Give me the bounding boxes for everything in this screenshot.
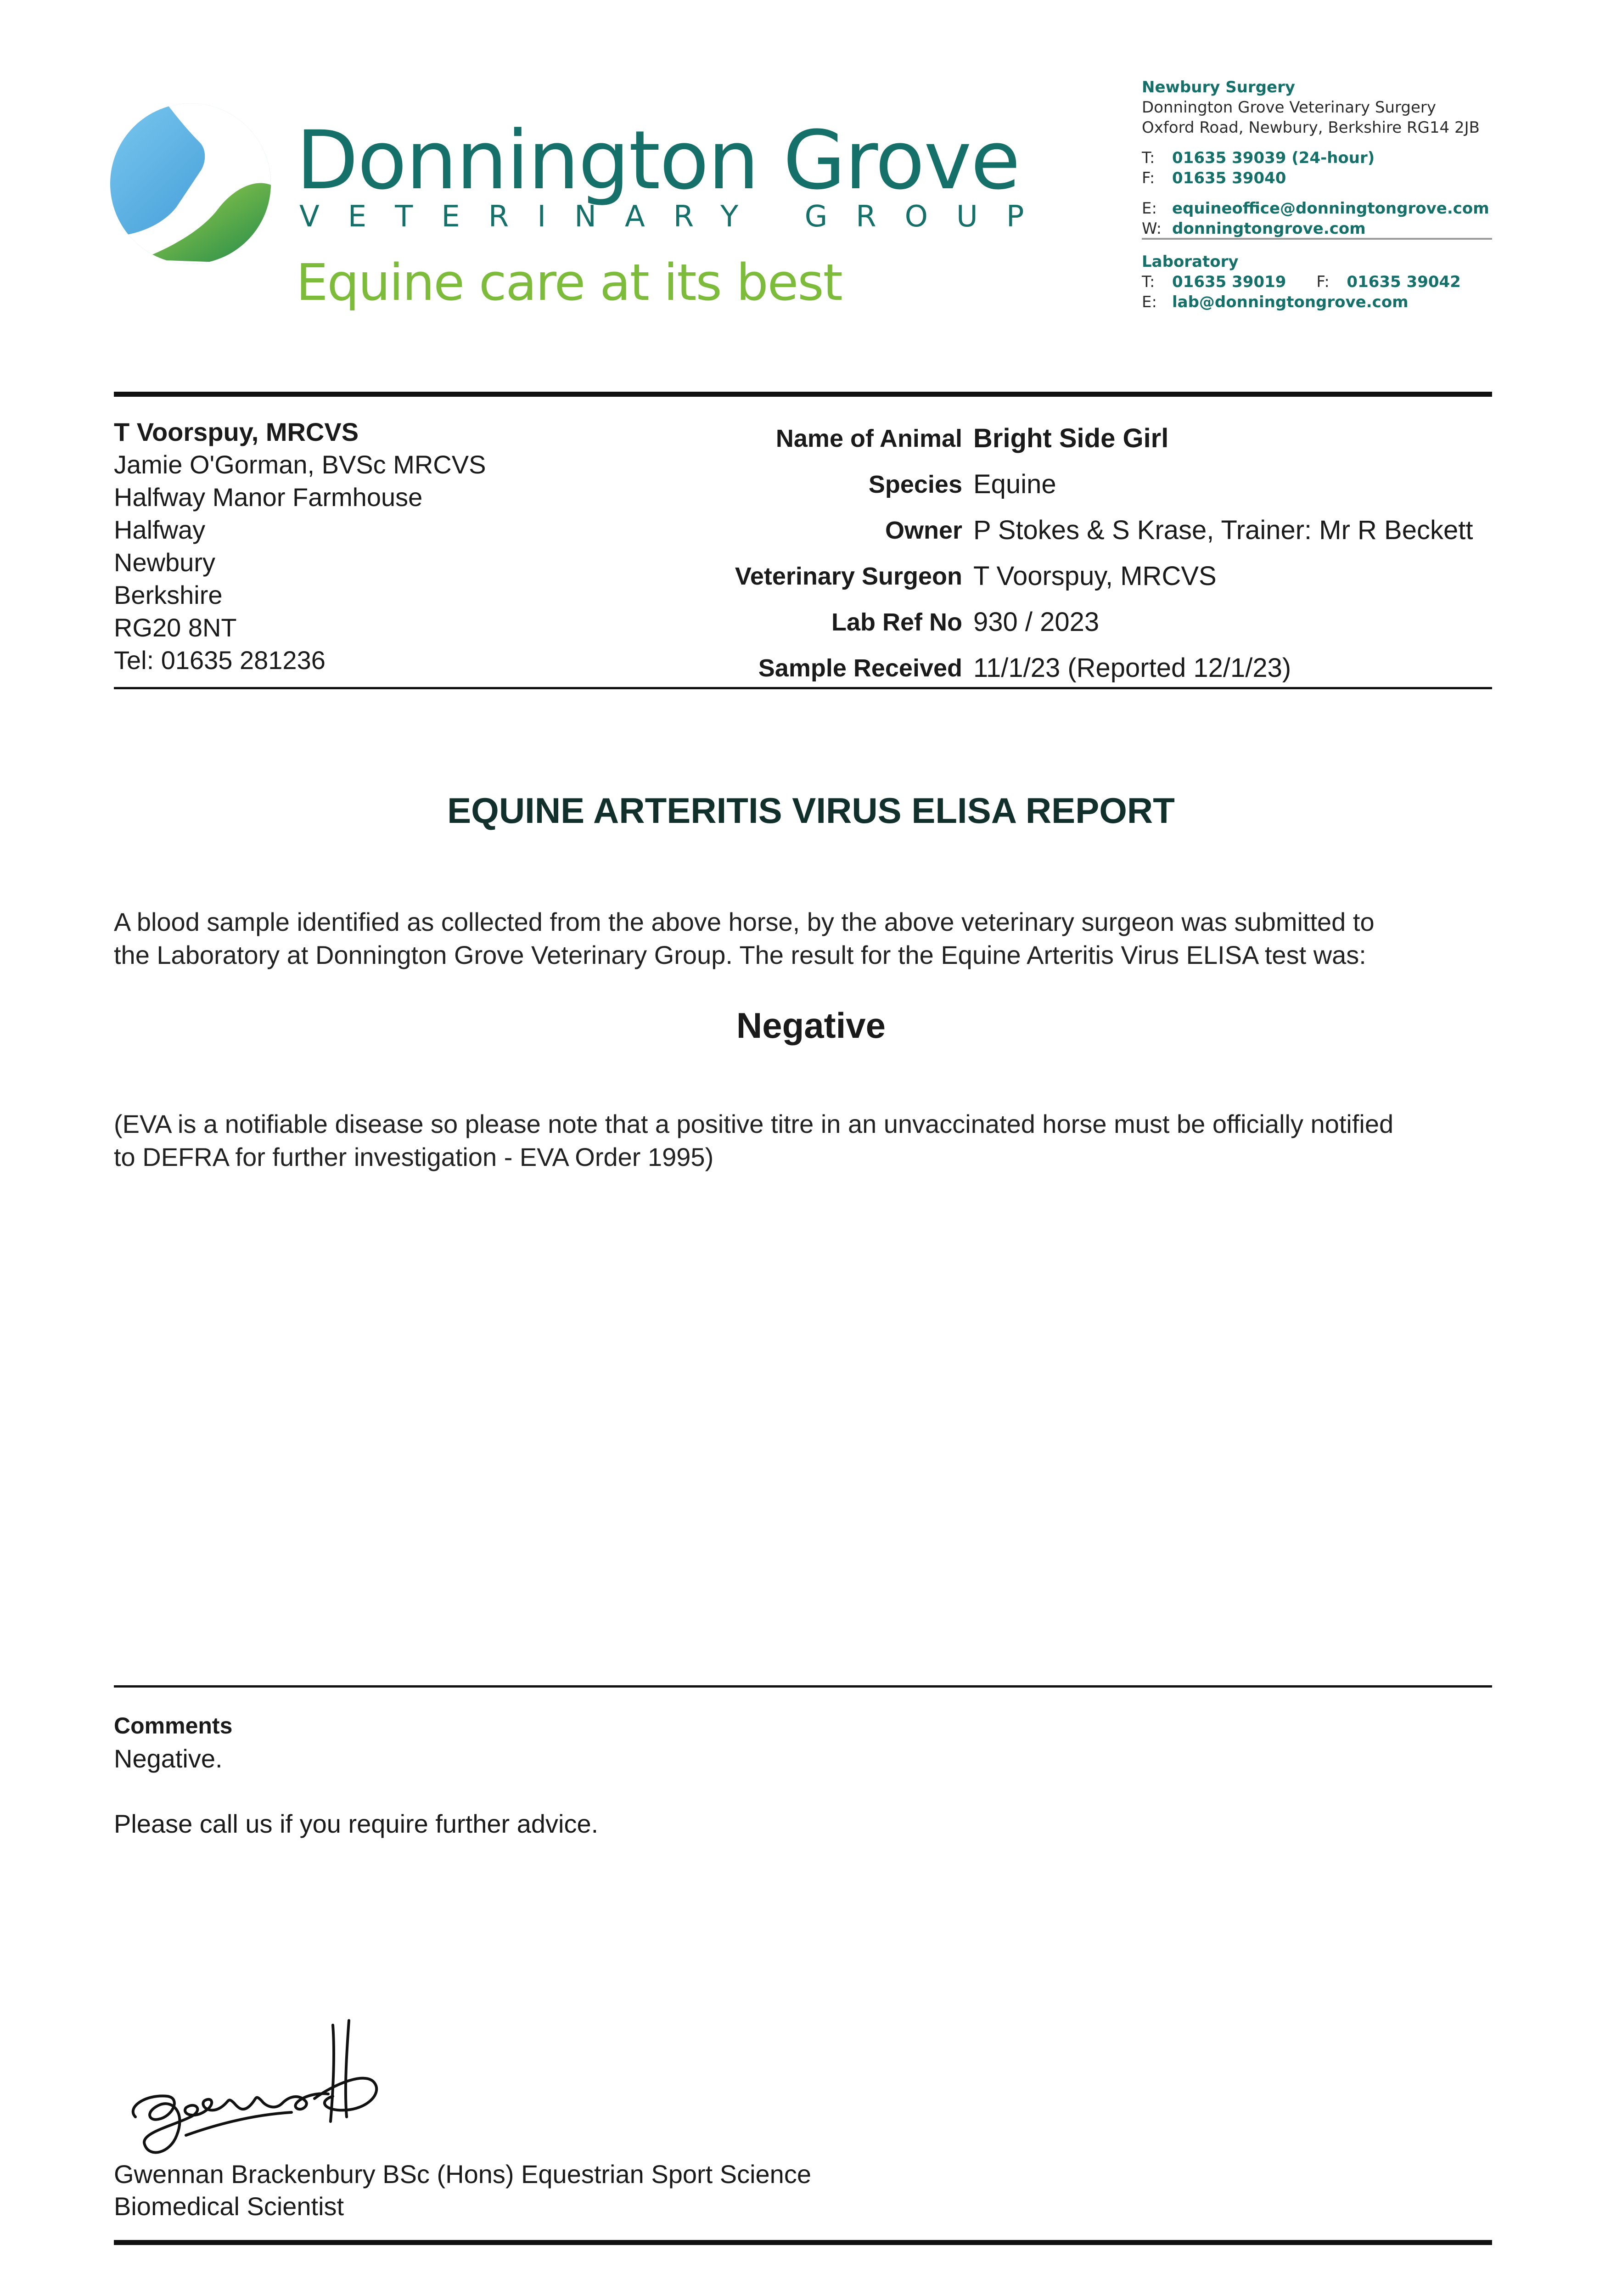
detail-label: Sample Received bbox=[758, 654, 962, 682]
detail-label: Name of Animal bbox=[775, 425, 962, 452]
laboratory-fax-label: F: bbox=[1316, 273, 1330, 291]
comments-divider bbox=[114, 1685, 1492, 1688]
recipient-name: T Voorspuy, MRCVS bbox=[114, 417, 359, 446]
note-line: (EVA is a notifiable disease so please note that a positive titre in an unvaccinated horse must be officially notified bbox=[114, 1109, 1394, 1138]
detail-row-lab-ref bbox=[597, 599, 1473, 645]
laboratory-title: Laboratory bbox=[1142, 253, 1239, 271]
detail-value: Equine bbox=[973, 469, 1056, 499]
detail-value: Bright Side Girl bbox=[973, 423, 1169, 453]
surgery-web-label: W: bbox=[1142, 219, 1162, 238]
contact-divider bbox=[1142, 238, 1492, 240]
comments-advice: Please call us if you require further advice. bbox=[114, 1809, 599, 1838]
test-result: Negative bbox=[736, 1005, 886, 1046]
brand-tagline: Equine care at its best bbox=[296, 253, 842, 312]
comments-section bbox=[114, 1709, 598, 1840]
surgery-address-line1: Donnington Grove Veterinary Surgery bbox=[1142, 98, 1436, 117]
signature-image bbox=[117, 2002, 402, 2167]
top-divider bbox=[114, 392, 1492, 397]
detail-label: Species bbox=[868, 471, 962, 498]
report-note bbox=[114, 1108, 1496, 1174]
comments-text: Negative. bbox=[114, 1744, 223, 1773]
address-line: Tel: 01635 281236 bbox=[114, 646, 326, 675]
recipient-address bbox=[114, 416, 486, 676]
address-line: Newbury bbox=[114, 548, 215, 577]
detail-value: 930 / 2023 bbox=[973, 607, 1100, 637]
report-title: EQUINE ARTERITIS VIRUS ELISA REPORT bbox=[447, 790, 1175, 831]
detail-row-vet-surgeon bbox=[597, 553, 1473, 599]
detail-row-owner bbox=[597, 507, 1473, 553]
detail-row-animal-name bbox=[597, 416, 1473, 461]
detail-value: P Stokes & S Krase, Trainer: Mr R Beckett bbox=[973, 515, 1473, 545]
signatory-block bbox=[114, 2158, 811, 2223]
laboratory-email-label: E: bbox=[1142, 293, 1157, 311]
laboratory-fax: 01635 39042 bbox=[1347, 273, 1461, 291]
laboratory-tel: 01635 39019 bbox=[1172, 273, 1286, 291]
address-line: Halfway Manor Farmhouse bbox=[114, 483, 423, 512]
brand-name: Donnington Grove bbox=[296, 113, 1020, 208]
intro-line: the Laboratory at Donnington Grove Veterinary Group. The result for the Equine Arteritis Virus ELISA test was: bbox=[114, 940, 1366, 969]
animal-details bbox=[597, 416, 1473, 691]
surgery-email: equineoffice@donningtongrove.com bbox=[1172, 199, 1489, 218]
address-line: Berkshire bbox=[114, 580, 223, 609]
report-intro bbox=[114, 906, 1496, 972]
signatory-role: Biomedical Scientist bbox=[114, 2192, 344, 2221]
detail-label: Lab Ref No bbox=[831, 608, 962, 636]
address-line: Jamie O'Gorman, BVSc MRCVS bbox=[114, 450, 486, 479]
surgery-address-line2: Oxford Road, Newbury, Berkshire RG14 2JB bbox=[1142, 118, 1480, 137]
detail-value: 11/1/23 (Reported 12/1/23) bbox=[973, 653, 1291, 683]
details-divider bbox=[114, 687, 1492, 689]
signatory-name: Gwennan Brackenbury BSc (Hons) Equestrian Sport Science bbox=[114, 2160, 811, 2189]
intro-line: A blood sample identified as collected from the above horse, by the above veterinary surgeon was submitted to bbox=[114, 907, 1375, 936]
surgery-tel-label: T: bbox=[1142, 149, 1155, 167]
detail-row-sample-received bbox=[597, 645, 1473, 691]
logo-horse-icon bbox=[108, 99, 273, 264]
surgery-title: Newbury Surgery bbox=[1142, 78, 1296, 96]
bottom-divider bbox=[114, 2240, 1492, 2245]
detail-value: T Voorspuy, MRCVS bbox=[973, 561, 1217, 591]
note-line: to DEFRA for further investigation - EVA Order 1995) bbox=[114, 1142, 714, 1171]
laboratory-email: lab@donningtongrove.com bbox=[1172, 293, 1409, 311]
comments-heading: Comments bbox=[114, 1713, 233, 1739]
detail-row-species bbox=[597, 461, 1473, 507]
surgery-email-label: E: bbox=[1142, 199, 1157, 218]
surgery-web: donningtongrove.com bbox=[1172, 219, 1366, 238]
detail-label: Veterinary Surgeon bbox=[735, 563, 962, 590]
detail-label: Owner bbox=[885, 517, 962, 544]
brand-subtitle: VETERINARY GROUP bbox=[299, 200, 1053, 234]
surgery-fax: 01635 39040 bbox=[1172, 169, 1286, 187]
surgery-tel: 01635 39039 (24-hour) bbox=[1172, 149, 1375, 167]
address-line: Halfway bbox=[114, 515, 206, 544]
surgery-contact bbox=[1142, 77, 1489, 239]
laboratory-contact bbox=[1142, 252, 1461, 312]
surgery-fax-label: F: bbox=[1142, 169, 1155, 187]
address-line: RG20 8NT bbox=[114, 613, 237, 642]
laboratory-tel-label: T: bbox=[1142, 273, 1155, 291]
